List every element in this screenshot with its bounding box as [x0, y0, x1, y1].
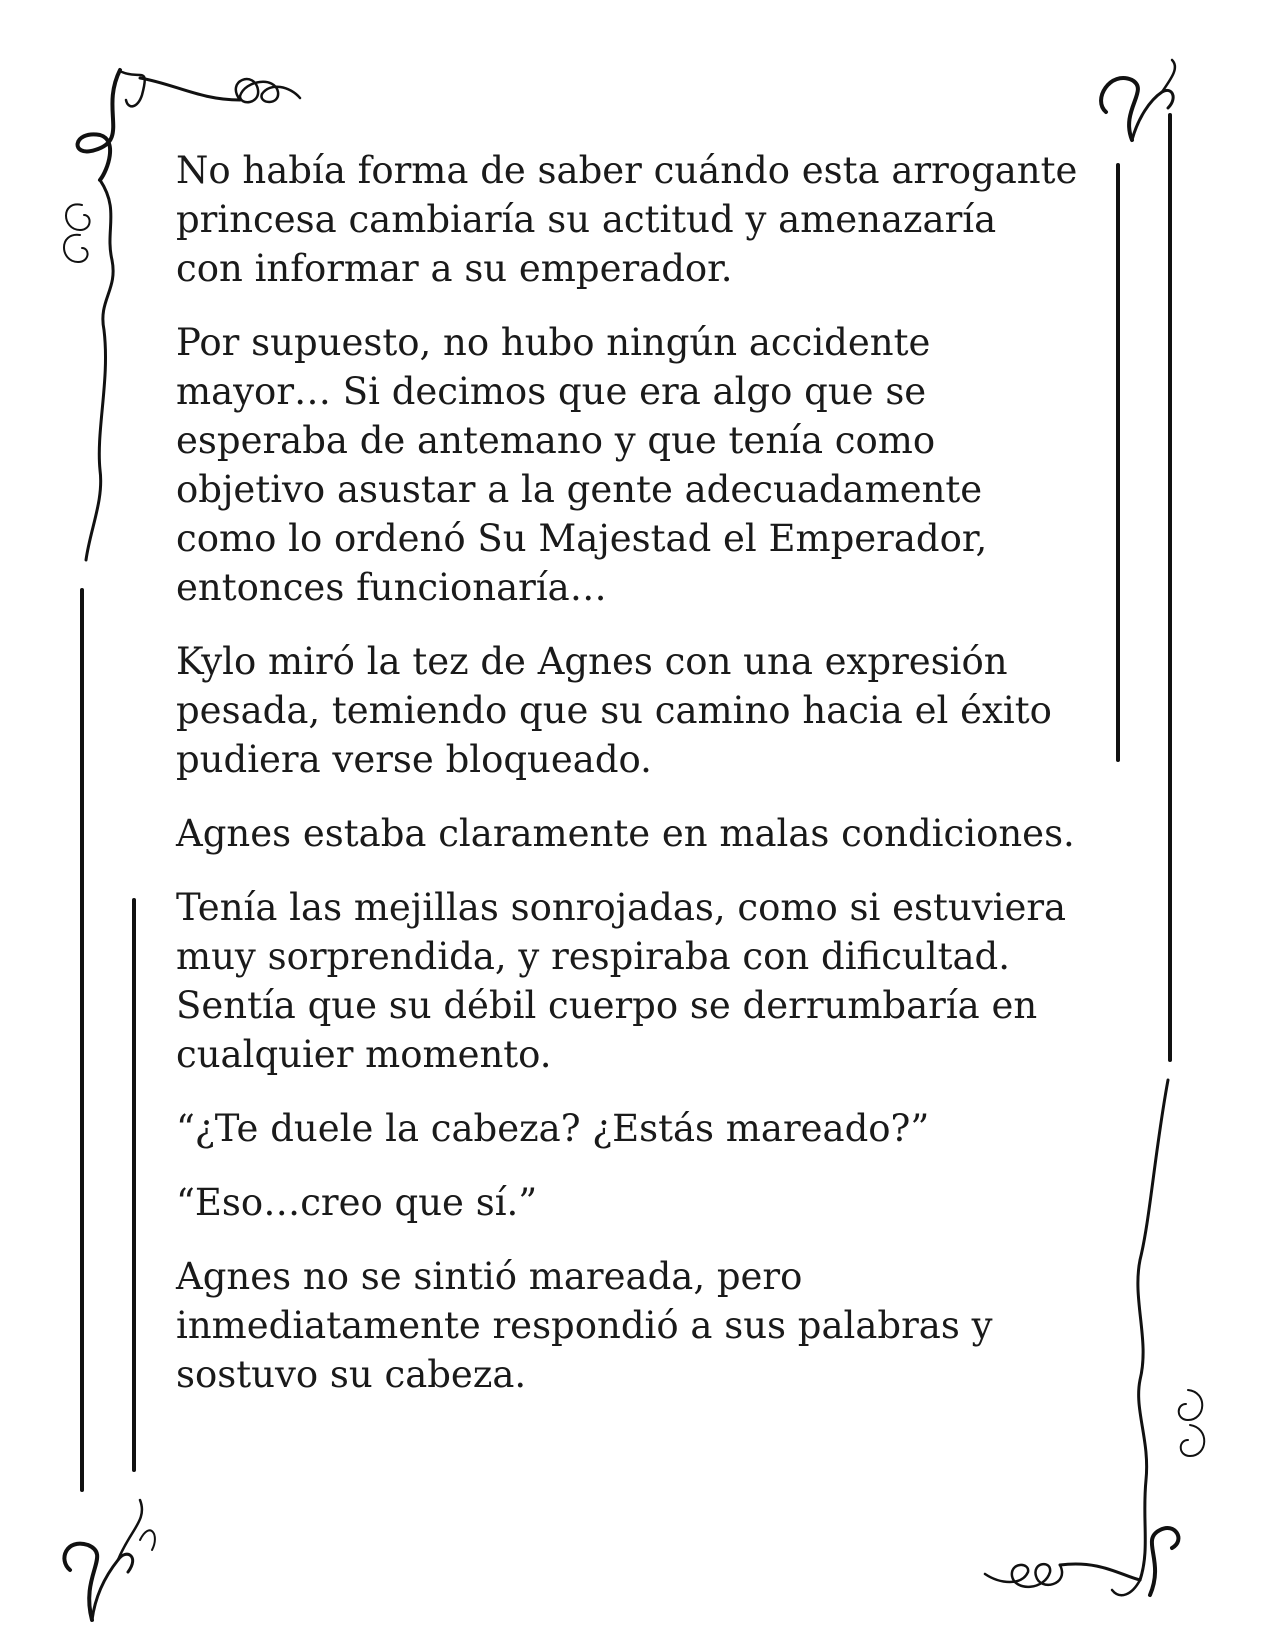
paragraph-4: Agnes estaba claramente en malas condiciones. [176, 812, 1075, 855]
dialogue-2: “Eso…creo que sí.” [176, 1181, 538, 1224]
dialogue-1: “¿Te duele la cabeza? ¿Estás mareado?” [176, 1107, 930, 1150]
story-text [176, 146, 1116, 1424]
paragraph-5: Tenía las mejillas sonrojadas, como si estuviera muy sorprendida, y respiraba con dificultad. Sentía que su débil cuerpo se derrumbaría en cualquier momento. [176, 886, 1067, 1076]
top-right-flourish-icon [1101, 60, 1175, 140]
paragraph-2: Por supuesto, no hubo ningún accidente mayor… Si decimos que era algo que se esperaba de antemano y que tenía como objetivo asustar a la gente adecuadamente como lo ordenó Su Majestad el Emperador, entonces funcionaría… [176, 321, 988, 609]
paragraph-1: No había forma de saber cuándo esta arrogante princesa cambiaría su actitud y amenazaría con informar a su emperador. [176, 149, 1078, 290]
paragraph-8: Agnes no se sintió mareada, pero inmediatamente respondió a sus palabras y sostuvo su cabeza. [176, 1255, 993, 1396]
paragraph-3: Kylo miró la tez de Agnes con una expresión pesada, temiendo que su camino hacia el éxito pudiera verse bloqueado. [176, 640, 1052, 781]
bottom-left-flourish-icon [64, 1500, 154, 1620]
